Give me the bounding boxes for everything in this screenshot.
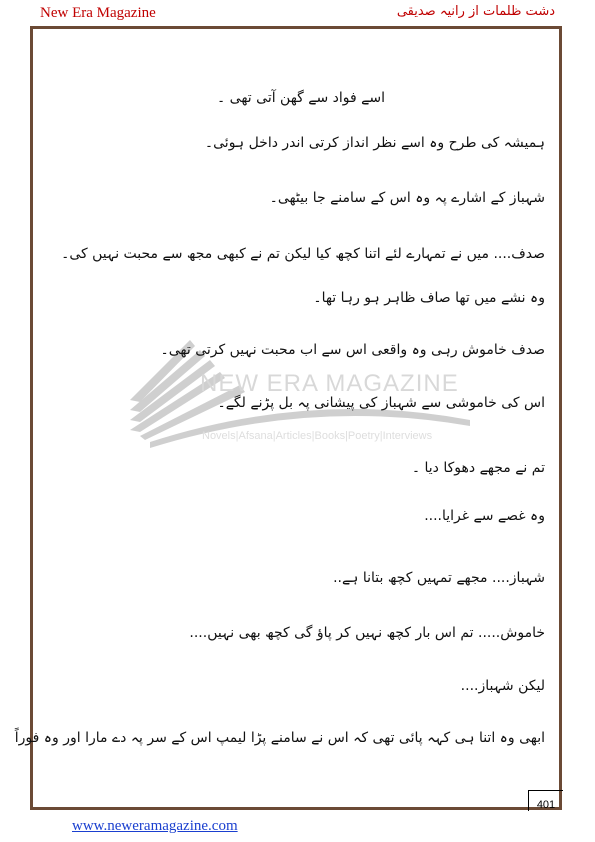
- text-line: خاموش..... تم اس بار کچھ نہیں کر پاؤ گی کچھ بھی نہیں....: [189, 625, 545, 641]
- text-line: ابھی وہ اتنا ہی کہہ پائی تھی کہ اس نے سامنے پڑا لیمپ اس کے سر پہ دے مارا اور وہ فوراً: [14, 730, 545, 746]
- text-line: تم نے مجھے دھوکا دیا ۔: [411, 460, 545, 476]
- text-line: شہباز.... مجھے تمہیں کچھ بتانا ہے..: [333, 570, 545, 586]
- watermark-tagline: Novels|Afsana|Articles|Books|Poetry|Interviews: [202, 430, 433, 442]
- magazine-title: New Era Magazine: [40, 5, 156, 21]
- text-line: لیکن شہباز....: [460, 678, 545, 694]
- page-number: 401: [528, 790, 563, 811]
- text-line: اسے فواد سے گھن آتی تھی ۔: [217, 90, 385, 106]
- novel-title: دشت ظلمات از رانیہ صدیقی: [396, 4, 555, 19]
- text-line: اس کی خاموشی سے شہباز کی پیشانی پہ بل پڑنے لگے۔: [217, 395, 545, 411]
- text-line: صدف.... میں نے تمہارے لئے اتنا کچھ کیا لیکن تم نے کبھی مجھ سے محبت نہیں کی۔: [61, 246, 545, 262]
- text-line: وہ نشے میں تھا صاف ظاہر ہو رہا تھا۔: [313, 290, 545, 306]
- text-line: صدف خاموش رہی وہ واقعی اس سے اب محبت نہیں کرتی تھی۔: [160, 342, 545, 358]
- text-line: وہ غصے سے غرایا....: [424, 508, 545, 524]
- website-link[interactable]: www.neweramagazine.com: [72, 818, 238, 834]
- watermark-title: NEW ERA MAGAZINE: [200, 370, 459, 397]
- text-line: شہباز کے اشارے پہ وہ اس کے سامنے جا بیٹھی۔: [269, 190, 545, 206]
- text-line: ہمیشہ کی طرح وہ اسے نظر انداز کرتی اندر داخل ہوئی۔: [204, 135, 545, 151]
